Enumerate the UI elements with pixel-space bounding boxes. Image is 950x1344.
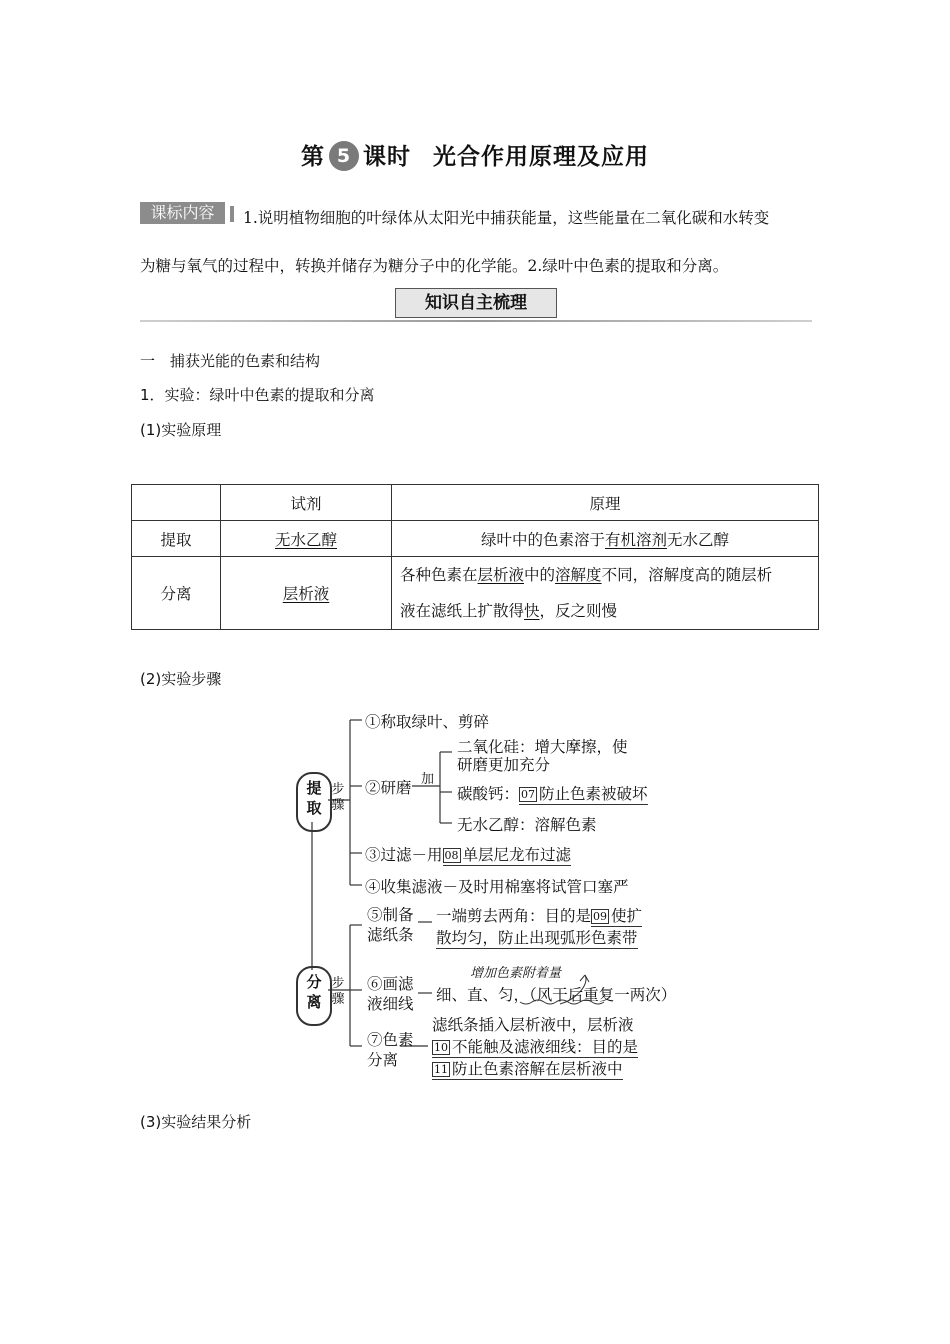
sio2-line-1: 二氧化硅：增大摩擦，使 (457, 738, 628, 756)
step-7: ⑦色素 分离 (367, 1031, 414, 1069)
row1-reagent-text: 无水乙醇 (274, 530, 337, 549)
heading-4: (2)实验步骤 (140, 670, 222, 688)
handwritten-note: 增加色素附着量 (470, 966, 562, 981)
step-1: ①称取绿叶、剪碎 (365, 713, 490, 731)
extract-pill: 提 取 (296, 772, 332, 832)
caco3-line: 碳酸钙： 07 防止色素被破坏 (457, 785, 648, 803)
lesson-number-badge: 5 (329, 141, 359, 171)
heading-3: (1)实验原理 (140, 421, 222, 439)
step-4: ④收集滤液－及时用棉塞将试管口塞严 (365, 878, 629, 896)
separate-pill: 分 离 (296, 966, 332, 1026)
heading-1: 一 捕获光能的色素和结构 (140, 352, 321, 370)
kebiao-tag: 课标内容 (140, 202, 225, 224)
row1-principle: 绿叶中的色素溶于有机溶剂无水乙醇 (392, 521, 819, 557)
section-title: 知识自主梳理 (395, 288, 557, 318)
kebiao-line-2: 为糖与氧气的过程中，转换并储存为糖分子中的化学能。2.绿叶中色素的提取和分离。 (140, 257, 729, 275)
step-6-detail: 细、直、匀，（风干后重复一两次） (436, 986, 677, 1004)
heading-2: 1．实验：绿叶中色素的提取和分离 (140, 386, 375, 404)
step-6: ⑥画滤 液细线 (367, 975, 414, 1013)
kebiao-line-1: 1.说明植物细胞的叶绿体从太阳光中捕获能量，这些能量在二氧化碳和水转变 (243, 209, 770, 227)
title-suffix: 课时 (363, 144, 411, 170)
ethanol-line: 无水乙醇：溶解色素 (457, 816, 597, 834)
add-label: 加 (421, 772, 435, 787)
step-5: ⑤制备 滤纸条 (367, 906, 414, 944)
step-5-detail: 一端剪去两角：目的是 09 使扩 散均匀，防止出现弧形色素带 (436, 907, 643, 947)
step-3: ③过滤－用 08 单层尼龙布过滤 (365, 846, 572, 864)
row2-principle: 各种色素在层析液中的溶解度不同，溶解度高的随层析 液在滤纸上扩散得快，反之则慢 (392, 557, 819, 630)
table-header-reagent: 试剂 (221, 485, 392, 521)
table-header-principle: 原理 (392, 485, 819, 521)
row2-label: 分离 (132, 557, 221, 630)
extract-steps-label: 步 骤 (331, 782, 345, 813)
separate-steps-label: 步 骤 (331, 976, 345, 1007)
sio2-line-2: 研磨更加充分 (457, 756, 551, 774)
step-2: ②研磨 (365, 779, 412, 797)
row2-reagent-text: 层析液 (282, 585, 330, 603)
title-main: 光合作用原理及应用 (433, 144, 649, 170)
step-7-detail: 滤纸条插入层析液中，层析液 10 不能触及滤液细线：目的是 11 防止色素溶解在层析液中 (432, 1016, 639, 1078)
heading-5: (3)实验结果分析 (140, 1113, 252, 1131)
title-prefix: 第 (301, 144, 325, 170)
row1-label: 提取 (132, 521, 221, 557)
